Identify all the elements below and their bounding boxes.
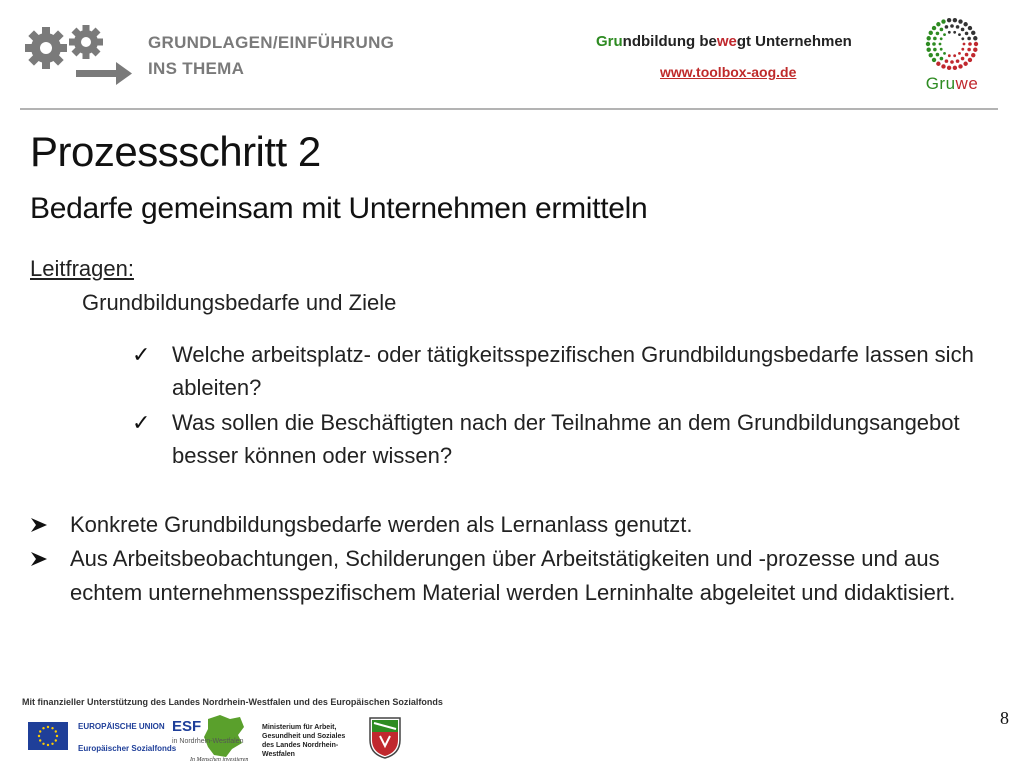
brand-title-green: Gru bbox=[596, 33, 623, 50]
leitfragen-heading: Leitfragen: bbox=[30, 256, 134, 281]
page-number: 8 bbox=[1000, 708, 1009, 728]
point-list bbox=[30, 508, 1000, 610]
leitfragen-topic: Grundbildungsbedarfe und Ziele bbox=[82, 290, 397, 315]
esf-tag: In Menschen investieren bbox=[190, 757, 248, 763]
brand-title-red: we bbox=[716, 33, 737, 50]
gears-arrow-icon bbox=[20, 18, 140, 96]
brand-title-part: gt Unternehmen bbox=[736, 33, 852, 50]
checkmark-icon: ✓ bbox=[132, 410, 151, 435]
point-text: Aus Arbeitsbeobachtungen, Schilderungen über Arbeitstätigkeiten und -prozesse und aus echtem unternehmensspezifischem Material werden Lerninhalte abgeleitet und didaktisiert. bbox=[70, 546, 956, 605]
eu-fund-label: Europäischer Sozialfonds bbox=[78, 744, 177, 753]
eu-label: EUROPÄISCHE UNION bbox=[78, 722, 165, 731]
arrowhead-bullet-icon bbox=[30, 551, 48, 567]
section-tag bbox=[148, 30, 394, 82]
header-divider bbox=[20, 108, 998, 110]
checkmark-icon: ✓ bbox=[132, 342, 151, 367]
question-text: Was sollen die Beschäftigten nach der Teilnahme an dem Grundbildungsangebot besser können oder wissen? bbox=[172, 410, 960, 468]
esf-logo-icon bbox=[168, 713, 248, 765]
gruwe-logo-red: we bbox=[955, 74, 979, 93]
arrowhead-bullet-icon bbox=[30, 517, 48, 533]
page-subtitle: Bedarfe gemeinsam mit Unternehmen ermitteln bbox=[30, 192, 648, 225]
eu-flag-icon bbox=[28, 722, 68, 750]
point-text: Konkrete Grundbildungsbedarfe werden als Lernanlass genutzt. bbox=[70, 512, 693, 537]
brand-title bbox=[596, 33, 852, 50]
nrw-crest-icon bbox=[368, 716, 402, 760]
funding-notice: Mit finanzieller Unterstützung des Landes Nordrhein-Westfalen und des Europäischen Sozialfonds bbox=[22, 697, 443, 707]
toolbox-link[interactable]: www.toolbox-aog.de bbox=[660, 64, 797, 80]
question-item bbox=[130, 338, 1010, 404]
page-title: Prozessschritt 2 bbox=[30, 128, 321, 175]
question-list bbox=[130, 338, 1010, 474]
ministry-line: Gesundheit und Soziales bbox=[262, 733, 346, 740]
section-line-1: GRUNDLAGEN/EINFÜHRUNG bbox=[148, 33, 395, 52]
esf-sub: in Nordrhein-Westfalen bbox=[172, 738, 244, 745]
point-item bbox=[30, 508, 1000, 542]
section-line-2: INS THEMA bbox=[148, 59, 245, 78]
gruwe-logo-text bbox=[916, 74, 988, 94]
question-text: Welche arbeitsplatz- oder tätigkeitsspezifischen Grundbildungsbedarfe lassen sich ableiten? bbox=[172, 342, 974, 400]
gruwe-logo-green: Gru bbox=[925, 74, 956, 93]
question-item bbox=[130, 406, 1010, 472]
point-item bbox=[30, 542, 1000, 610]
ministry-label bbox=[262, 723, 352, 759]
brand-title-part: ndbildung be bbox=[622, 33, 717, 50]
ministry-line: des Landes Nordrhein-Westfalen bbox=[262, 742, 339, 758]
esf-text: ESF bbox=[172, 718, 202, 735]
ministry-line: Ministerium für Arbeit, bbox=[262, 724, 337, 731]
